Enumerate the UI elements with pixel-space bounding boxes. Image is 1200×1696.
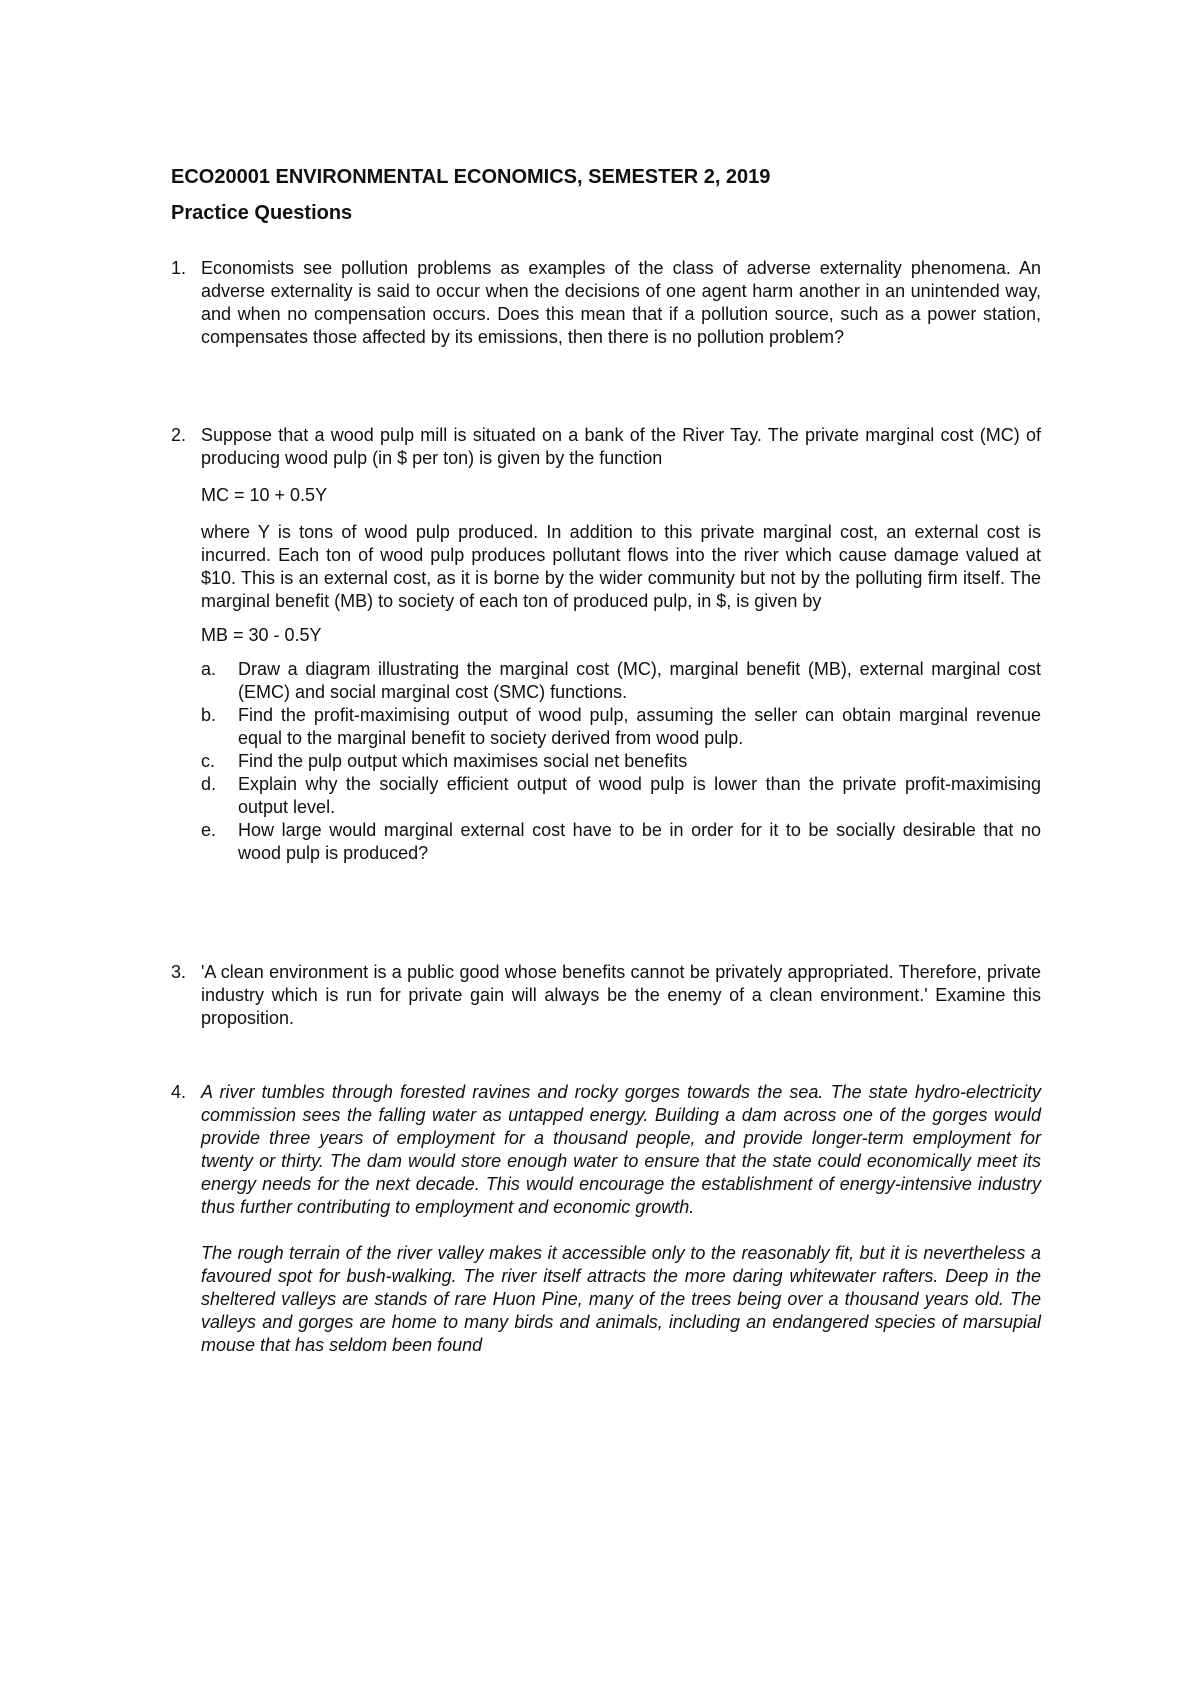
subquestion-a xyxy=(201,658,1041,704)
subquestion-letter: c. xyxy=(201,751,216,771)
question-intro: Suppose that a wood pulp mill is situated on a bank of the River Tay. The private marginal cost (MC) of producing wood pulp (in $ per ton) is given by the function xyxy=(201,425,1041,468)
question-1 xyxy=(171,257,1041,349)
subquestion-list xyxy=(201,658,1041,865)
subquestion-text: Explain why the socially efficient output of wood pulp is lower than the private profit-maximising output level. xyxy=(238,774,1041,817)
document-subtitle: Practice Questions xyxy=(171,202,353,224)
document-title: ECO20001 ENVIRONMENTAL ECONOMICS, SEMESTER 2, 2019 xyxy=(171,166,771,188)
question-4 xyxy=(171,1081,1041,1357)
subquestion-text: How large would marginal external cost have to be in order for it to be socially desirable that no wood pulp is produced? xyxy=(238,820,1041,863)
subquestion-text: Draw a diagram illustrating the marginal cost (MC), marginal benefit (MB), external marginal cost (EMC) and social marginal cost (SMC) functions. xyxy=(238,659,1041,702)
subquestion-letter: b. xyxy=(201,705,217,725)
question-number: 2. xyxy=(171,425,187,445)
subquestion-letter: e. xyxy=(201,820,217,840)
question-number: 4. xyxy=(171,1082,187,1102)
subquestion-letter: a. xyxy=(201,659,217,679)
question-middle-text: where Y is tons of wood pulp produced. In addition to this private marginal cost, an external cost is incurred. Each ton of wood pulp produces pollutant flows into the river which cause damage valued at $10. This is an external cost, as it is borne by the wider community but not by the polluting firm itself. The marginal benefit (MB) to society of each ton of produced pulp, in $, is given by xyxy=(201,522,1041,611)
subquestion-text: Find the profit-maximising output of wood pulp, assuming the seller can obtain marginal revenue equal to the marginal benefit to society derived from wood pulp. xyxy=(238,705,1041,748)
subquestion-c xyxy=(201,750,1041,773)
question-paragraph: A river tumbles through forested ravines and rocky gorges towards the sea. The state hydro-electricity commission sees the falling water as untapped energy. Building a dam across one of the gorges would provide three years of employment for a thousand people, and provide longer-term employment for twenty or thirty. The dam would store enough water to ensure that the state could economically meet its energy needs for the next decade. This would encourage the establishment of energy-intensive industry thus further contributing to employment and economic growth. xyxy=(201,1082,1041,1217)
subquestion-e xyxy=(201,819,1041,865)
question-number: 3. xyxy=(171,962,187,982)
subquestion-letter: d. xyxy=(201,774,217,794)
question-paragraph: The rough terrain of the river valley makes it accessible only to the reasonably fit, but it is nevertheless a favoured spot for bush-walking. The river itself attracts the more daring whitewater rafters. Deep in the sheltered valleys are stands of rare Huon Pine, many of the trees being over a thousand years old. The valleys and gorges are home to many birds and animals, including an endangered species of marsupial mouse that has seldom been found xyxy=(201,1243,1041,1355)
subquestion-b xyxy=(201,704,1041,750)
question-text: Economists see pollution problems as examples of the class of adverse externality phenomena. An adverse externality is said to occur when the decisions of one agent harm another in an unintended way, and when no compensation occurs. Does this mean that if a pollution source, such as a power station, compensates those affected by its emissions, then there is no pollution problem? xyxy=(201,258,1041,347)
subquestion-text: Find the pulp output which maximises social net benefits xyxy=(238,751,688,771)
question-number: 1. xyxy=(171,258,187,278)
question-2 xyxy=(171,424,1041,865)
subquestion-d xyxy=(201,773,1041,819)
mb-equation: MB = 30 - 0.5Y xyxy=(201,625,322,645)
question-3 xyxy=(171,961,1041,1030)
question-text: 'A clean environment is a public good whose benefits cannot be privately appropriated. Therefore, private industry which is run for private gain will always be the enemy of a clean environment.' Examine this proposition. xyxy=(201,962,1041,1028)
mc-equation: MC = 10 + 0.5Y xyxy=(201,485,328,505)
